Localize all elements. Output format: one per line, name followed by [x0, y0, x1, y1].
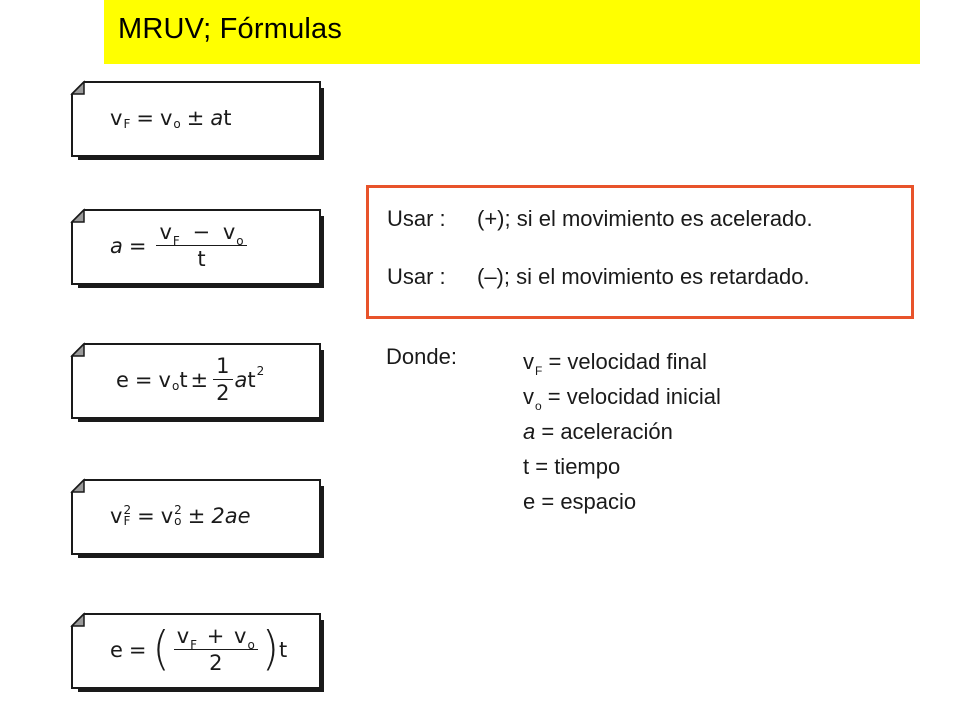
title-bar	[104, 0, 920, 64]
legend-item: e = espacio	[523, 489, 637, 514]
formula-mean-velocity: e = ( $\frac{v_F + v_o}{2}$ ) t	[110, 622, 288, 677]
legend-item: $v_F$ = velocidad final	[523, 349, 707, 378]
legend-item: $v_o$ = velocidad inicial	[523, 384, 721, 413]
rule-decelerated: Usar : (–); si el movimiento es retardado.	[387, 264, 810, 289]
formula-velocity: v F = v o ± a t	[110, 106, 232, 131]
rule-accelerated: Usar : (+); si el movimiento es acelerado.	[387, 206, 813, 231]
formula-card-velocity	[70, 80, 328, 162]
fraction: $\frac{1}{2}$	[213, 356, 232, 404]
legend-item: a = aceleración	[523, 419, 673, 444]
page-title: MRUV; Fórmulas	[118, 13, 343, 45]
formula-card-acceleration	[70, 208, 328, 290]
legend-label: Donde:	[386, 344, 457, 369]
formula-card-torricelli	[70, 478, 328, 560]
fraction: $\frac{v_F + v_o}{2}$	[174, 626, 258, 674]
formula-card-displacement	[70, 342, 328, 424]
formula-displacement: e = v o t ± $\frac{1}{2}$ a t 2	[116, 354, 265, 405]
formula-acceleration: a = $\frac{v_F - v_o}{t}$	[110, 208, 318, 284]
variable-legend	[523, 344, 721, 519]
fraction: $\frac{v_F - v_o}{t}$	[156, 222, 246, 270]
formula-card-mean-velocity	[70, 612, 328, 694]
formula-torricelli: v 2 F = v 2 o ± 2ae	[110, 503, 251, 528]
sign-rule-box	[366, 185, 914, 319]
legend-item: t = tiempo	[523, 454, 621, 479]
